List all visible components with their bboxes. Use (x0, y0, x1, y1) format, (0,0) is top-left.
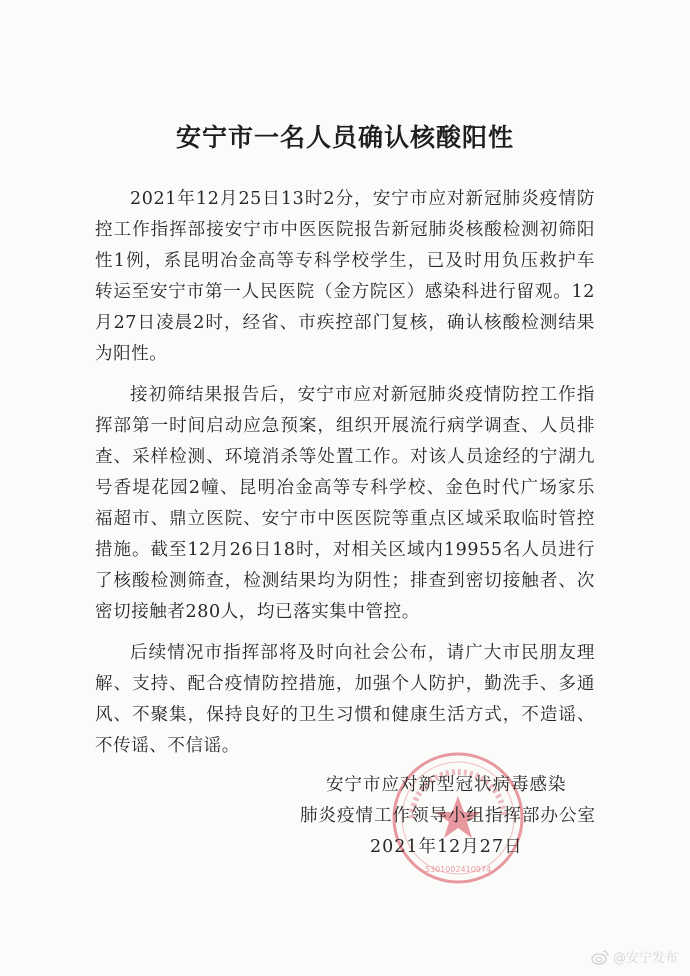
paragraph-2: 接初筛结果报告后，安宁市应对新冠肺炎疫情防控工作指挥部第一时间启动应急预案，组织开展流行病学调查、人员排查、采样检测、环境消杀等处置工作。对该人员途经的宁湖九号香堤花园2幢、昆明冶金高等专科学校、金色时代广场家乐福超市、鼎立医院、安宁市中医医院等重点区域采取临时管控措施。截至12月26日18时，对相关区域内19955名人员进行了核酸检测筛查，检测结果均为阴性；排查到密切接触者、次密切接触者280人，均已落实集中管控。 (95, 385, 595, 622)
svg-text:5301002410974: 5301002410974 (424, 865, 492, 874)
paragraph-1: 2021年12月25日13时2分，安宁市应对新冠肺炎疫情防控工作指挥部接安宁市中医医院报告新冠肺炎核酸检测初筛阳性1例，系昆明冶金高等专科学校学生，已及时用负压救护车转运至安宁市第一人民医院（金方院区）感染科进行留观。12月27日凌晨2时，经省、市疾控部门复核，确认核酸检测结果为阳性。 (95, 189, 595, 364)
signature-org-line1: 安宁市应对新型冠状病毒感染 (326, 775, 567, 795)
signature-date: 2021年12月27日 (370, 837, 523, 857)
signature-block (300, 770, 630, 863)
signature-org-line2: 肺炎疫情工作领导小组指挥部办公室 (300, 806, 596, 826)
document-body (95, 184, 595, 772)
document-title: 安宁市一名人员确认核酸阳性 (175, 123, 514, 152)
weibo-icon (591, 949, 609, 965)
weibo-watermark (591, 947, 678, 966)
paragraph-3: 后续情况市指挥部将及时向社会公布，请广大市民朋友理解、支持、配合疫情防控措施，加强个人防护，勤洗手、多通风、不聚集，保持良好的卫生习惯和健康生活方式，不造谣、不传谣、不信谣。 (95, 643, 595, 756)
watermark-text: @安宁发布 (612, 951, 678, 966)
